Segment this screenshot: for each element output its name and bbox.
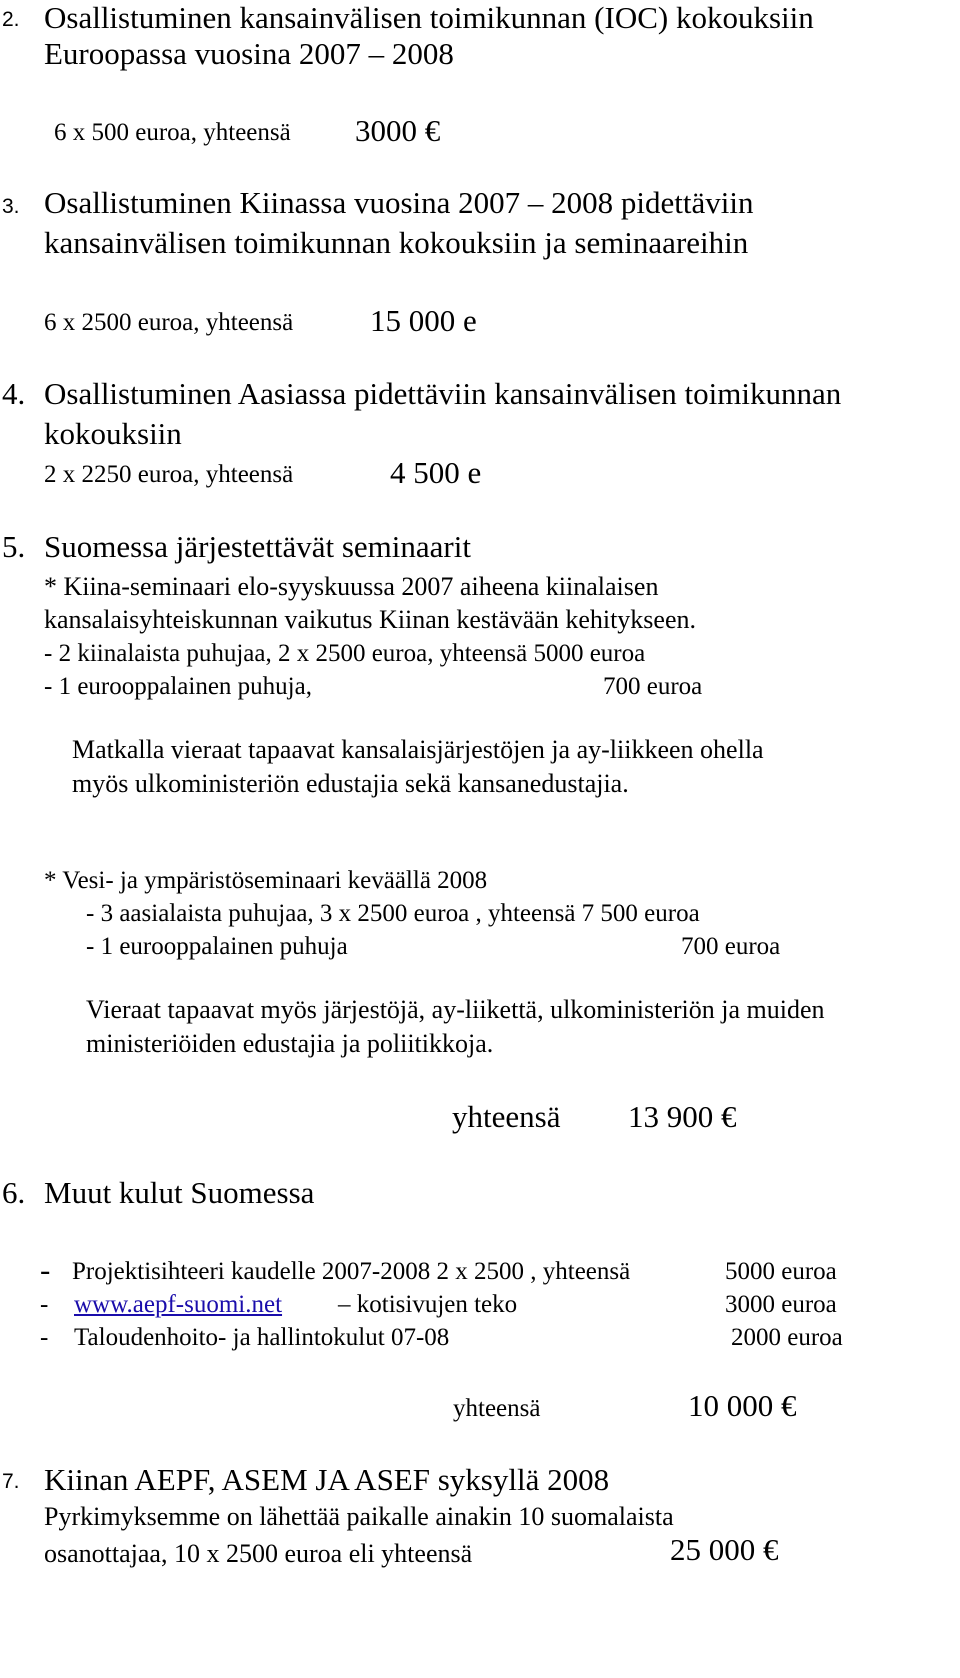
seminar-1-note-line2: myös ulkoministeriön edustajia sekä kansanedustajia.	[72, 769, 629, 798]
section-6-item-1-dash: -	[40, 1252, 51, 1287]
section-4-title-line1: Osallistuminen Aasiassa pidettäviin kansainvälisen toimikunnan	[44, 376, 842, 411]
section-6-item-2-value: 3000 euroa	[725, 1291, 837, 1318]
section-7-total-value: 25 000 €	[670, 1532, 779, 1567]
section-7-title: Kiinan AEPF, ASEM JA ASEF syksyllä 2008	[44, 1462, 610, 1497]
section-6-item-3-text: Taloudenhoito- ja hallintokulut 07-08	[74, 1324, 450, 1351]
section-6-item-3-dash: -	[40, 1324, 49, 1351]
section-6-item-1-text: Projektisihteeri kaudelle 2007-2008 2 x 2500 , yhteensä	[72, 1258, 631, 1285]
seminar-1-heading-line1: * Kiina-seminaari elo-syyskuussa 2007 aiheena kiinalaisen	[44, 572, 659, 601]
section-3-number: 3.	[2, 195, 20, 218]
seminar-2-item-1: - 3 aasialaista puhujaa, 3 x 2500 euroa , yhteensä 7 500 euroa	[86, 900, 700, 927]
section-4-title-line2: kokouksiin	[44, 416, 182, 451]
seminar-1-item-2-label: - 1 eurooppalainen puhuja,	[44, 673, 312, 700]
section-6-item-2-text: – kotisivujen teko	[338, 1291, 518, 1318]
section-4-cost-text: 2 x 2250 euroa, yhteensä	[44, 461, 294, 488]
section-6-item-1-value: 5000 euroa	[725, 1258, 837, 1285]
section-6-item-2-dash: -	[40, 1291, 49, 1318]
section-7-number: 7.	[2, 1470, 20, 1493]
section-3-title-line1: Osallistuminen Kiinassa vuosina 2007 – 2008 pidettäviin	[44, 185, 754, 220]
section-3-title-line2: kansainvälisen toimikunnan kokouksiin ja seminaareihin	[44, 225, 749, 260]
section-6-total-label: yhteensä	[453, 1395, 541, 1422]
section-5-total-label: yhteensä	[452, 1099, 561, 1134]
seminar-2-heading: * Vesi- ja ympäristöseminaari keväällä 2008	[44, 867, 488, 894]
section-7-text-line1: Pyrkimyksemme on lähettää paikalle ainakin 10 suomalaista	[44, 1502, 674, 1531]
section-2-title-line2: Euroopassa vuosina 2007 – 2008	[44, 36, 454, 71]
seminar-1-heading-line2: kansalaisyhteiskunnan vaikutus Kiinan kestävään kehitykseen.	[44, 605, 697, 634]
seminar-1-note-line1: Matkalla vieraat tapaavat kansalaisjärjestöjen ja ay-liikkeen ohella	[72, 735, 764, 764]
seminar-2-note-line1: Vieraat tapaavat myös järjestöjä, ay-liikettä, ulkoministeriön ja muiden	[86, 995, 825, 1024]
section-6-item-3-value: 2000 euroa	[731, 1324, 843, 1351]
seminar-1-item-2-value: 700 euroa	[603, 673, 703, 700]
seminar-2-note-line2: ministeriöiden edustajia ja poliitikkoja.	[86, 1029, 494, 1058]
section-5-total-value: 13 900 €	[628, 1099, 737, 1134]
section-5-title: Suomessa järjestettävät seminaarit	[44, 529, 471, 564]
section-6-number: 6.	[2, 1175, 26, 1210]
section-6-total-value: 10 000 €	[688, 1388, 797, 1423]
section-5-number: 5.	[2, 529, 26, 564]
seminar-1-item-1: - 2 kiinalaista puhujaa, 2 x 2500 euroa, yhteensä 5000 euroa	[44, 640, 646, 667]
seminar-2-item-2-value: 700 euroa	[681, 933, 781, 960]
section-3-cost-total: 15 000 e	[370, 303, 477, 338]
section-2-number: 2.	[2, 8, 20, 31]
section-4-number: 4.	[2, 376, 26, 411]
section-7-text-line2: osanottajaa, 10 x 2500 euroa eli yhteensä	[44, 1539, 473, 1568]
section-3-cost-text: 6 x 2500 euroa, yhteensä	[44, 309, 294, 336]
section-2-title-line1: Osallistuminen kansainvälisen toimikunnan (IOC) kokouksiin	[44, 0, 814, 35]
seminar-2-item-2-label: - 1 eurooppalainen puhuja	[86, 933, 348, 960]
section-6-title: Muut kulut Suomessa	[44, 1175, 315, 1210]
section-2-cost-text: 6 x 500 euroa, yhteensä	[54, 119, 291, 146]
section-4-cost-total: 4 500 e	[390, 455, 482, 490]
section-2-cost-total: 3000 €	[355, 113, 441, 148]
aepf-website-link[interactable]: www.aepf-suomi.net	[74, 1291, 283, 1318]
